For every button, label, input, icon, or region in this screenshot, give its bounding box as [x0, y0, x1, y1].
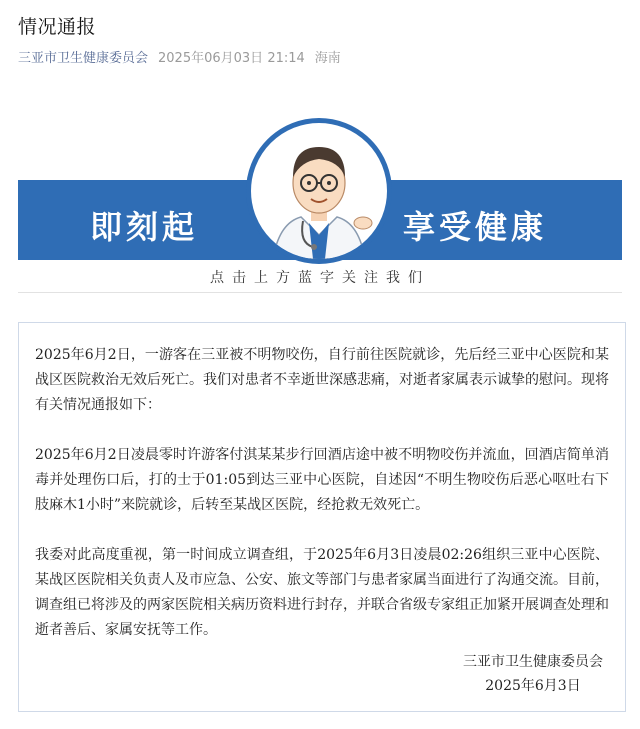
- account-name-link[interactable]: 三亚市卫生健康委员会: [18, 51, 149, 66]
- notice-paragraph: 我委对此高度重视，第一时间成立调查组，于2025年6月3日凌晨02:26组织三亚中心医院、某战区医院相关负责人及市应急、公安、旅文等部门与患者家属当面进行了沟通交流。目前，调查组已将涉及的两家医院相关病历资料进行封存，并联合省级专家组正加紧开展调查处理和逝者善后、家属安抚等工作。: [35, 547, 609, 638]
- banner-left-text: 即刻起: [90, 208, 199, 246]
- publish-time: 2025年06月03日 21:14: [158, 51, 305, 66]
- article-title: 情况通报: [18, 16, 97, 38]
- signature-date: 2025年6月3日: [485, 678, 581, 694]
- signature-org: 三亚市卫生健康委员会: [463, 654, 603, 670]
- divider: [18, 292, 622, 293]
- article-meta: [18, 47, 341, 66]
- doctor-cartoon-icon: [246, 118, 392, 264]
- notice-box: [18, 322, 626, 712]
- notice-paragraph: 2025年6月2日凌晨零时许游客付淇某某步行回酒店途中被不明物咬伤并流血，回酒店简单消毒并处理伤口后，打的士于01:05到达三亚中心医院，自述因“不明生物咬伤后恶心呕吐右下肢麻木1小时”来院就诊，后转至某战区医院，经抢救无效死亡。: [35, 447, 609, 513]
- signature-block: [463, 650, 603, 698]
- follow-prompt: 点击上方蓝字关注我们: [210, 270, 430, 286]
- banner-right-text: 享受健康: [403, 208, 548, 246]
- notice-paragraph: 2025年6月2日，一游客在三亚被不明物咬伤，自行前往医院就诊，先后经三亚中心医院和某战区医院救治无效后死亡。我们对患者不幸逝世深感悲痛，对逝者家属表示诚挚的慰问。现将有关情况通报如下：: [35, 347, 609, 413]
- publish-location: 海南: [314, 51, 341, 66]
